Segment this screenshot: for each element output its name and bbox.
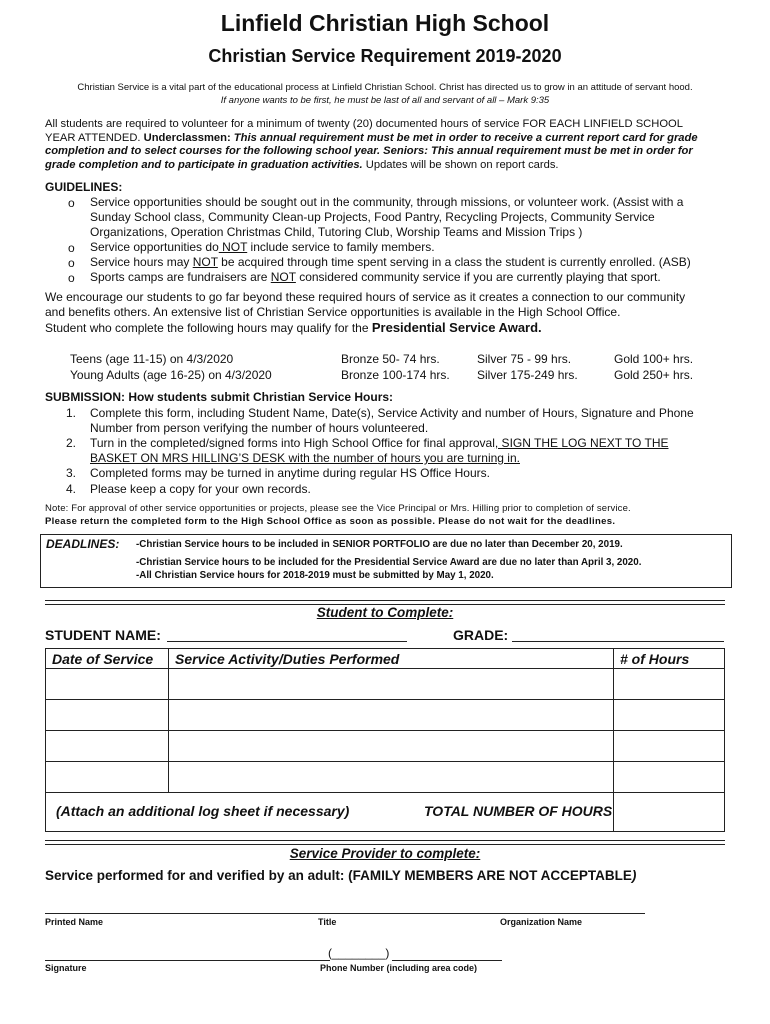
- requirement-line-3: completion and to select courses for the following school year. Seniors: This annual requirement must be met in order for: [45, 145, 693, 157]
- date-cell[interactable]: [46, 700, 169, 731]
- award-row-teens-silver: Silver 75 - 99 hrs.: [477, 352, 572, 366]
- seniors-rule: grade completion and to participate in graduation activities.: [45, 158, 363, 171]
- guideline-3-a: Service hours may: [90, 255, 193, 269]
- table-row: [46, 700, 725, 731]
- phone-area-code: (________): [328, 946, 390, 960]
- student-name-field[interactable]: [167, 641, 407, 642]
- requirement-paragraph: [45, 118, 745, 172]
- step-2-sign: , SIGN THE LOG NEXT TO THE: [494, 436, 669, 450]
- guideline-1-line-3: Organizations, Operation Christmas Child, Tutoring Club, Worship Teams and Mission Trips ): [90, 225, 583, 239]
- award-row-adults-silver: Silver 175-249 hrs.: [477, 368, 578, 382]
- step-4: Please keep a copy for your own records.: [90, 482, 311, 496]
- guideline-3-c: be acquired through time spent serving in a class the student is currently enrolled. (ASB): [217, 255, 691, 269]
- step-1-number: 1.: [66, 406, 77, 420]
- printed-name-label: Printed Name: [45, 917, 104, 927]
- award-row-adults-group: Young Adults (age 16-25) on 4/3/2020: [70, 368, 272, 382]
- date-cell[interactable]: [46, 731, 169, 762]
- requirement-line-4: [45, 159, 745, 173]
- hours-cell[interactable]: [614, 669, 725, 700]
- signature-label: Signature: [45, 963, 87, 973]
- hours-cell[interactable]: [614, 762, 725, 793]
- encourage-line-3: [45, 320, 745, 336]
- grade-field[interactable]: [512, 641, 724, 642]
- guideline-4-not: NOT: [270, 270, 296, 284]
- note-line-2: Please return the completed form to the High School Office as soon as possible. Please do not wait for the deadlines.: [45, 516, 616, 527]
- scripture-quote: If anyone wants to be first, he must be last of all and servant of all – Mark 9:35: [220, 95, 550, 106]
- col-date-header: Date of Service: [46, 649, 169, 669]
- guideline-4-a: Sports camps are fundraisers are: [90, 270, 271, 284]
- organization-label: Organization Name: [500, 917, 583, 927]
- award-row-adults-gold: Gold 250+ hrs.: [614, 368, 694, 382]
- grade-label: GRADE:: [453, 627, 509, 643]
- deadline-1: -Christian Service hours to be included in SENIOR PORTFOLIO are due no later than December 20, 2019.: [136, 539, 623, 550]
- guideline-1-line-1: Service opportunities should be sought out in the community, through missions, or volunteer work. (Assist with a: [90, 195, 684, 209]
- presidential-award: Presidential Service Award.: [371, 320, 542, 335]
- printed-name-field[interactable]: [45, 913, 645, 914]
- encourage-line-1: We encourage our students to go far beyond these required hours of service as it creates a connection to our community: [45, 290, 686, 304]
- provider-heading: Service Provider to complete:: [289, 846, 481, 861]
- updates-note: Updates will be shown on report cards.: [362, 158, 559, 171]
- encourage-line-2: and benefits others. An extensive list of Christian Service opportunities is available in the High School Office.: [45, 305, 621, 319]
- form-title: Christian Service Requirement 2019-2020: [208, 46, 562, 66]
- step-3-number: 3.: [66, 466, 77, 480]
- guideline-1-line-2: Sunday School class, Community Clean-up Projects, Food Pantry, Recycling Projects, Community Service: [90, 210, 655, 224]
- submission-heading: SUBMISSION: How students submit Christian Service Hours:: [45, 390, 394, 404]
- requirement-year: YEAR ATTENDED.: [45, 131, 144, 144]
- col-hours-header: # of Hours: [614, 649, 725, 669]
- underclassmen-rule: This annual requirement must be met in order to receive a current report card for grade: [233, 131, 698, 144]
- step-2-number: 2.: [66, 436, 77, 450]
- award-row-teens-gold: Gold 100+ hrs.: [614, 352, 694, 366]
- log-header-row: [46, 649, 725, 669]
- guideline-3-not: NOT: [192, 255, 218, 269]
- phone-field[interactable]: [392, 960, 502, 961]
- phone-label: Phone Number (including area code): [320, 963, 478, 973]
- bullet-2: o: [68, 241, 75, 255]
- guideline-2-not: NOT: [218, 240, 248, 254]
- step-3: Completed forms may be turned in anytime during regular HS Office Hours.: [90, 466, 490, 480]
- student-name-label: STUDENT NAME:: [45, 627, 161, 643]
- step-2-line-2: BASKET ON MRS HILLING’S DESK with the number of hours you are turning in.: [90, 451, 520, 465]
- award-row-teens-group: Teens (age 11-15) on 4/3/2020: [70, 352, 234, 366]
- deadline-3: -All Christian Service hours for 2018-2019 must be submitted by May 1, 2020.: [136, 570, 494, 581]
- encourage-paragraph: [45, 290, 745, 336]
- guidelines-heading: GUIDELINES:: [45, 180, 123, 194]
- step-4-number: 4.: [66, 482, 77, 496]
- step-1-line-1: Complete this form, including Student Name, Date(s), Service Activity and number of Hours, Signature and Phone: [90, 406, 694, 420]
- table-row: [46, 731, 725, 762]
- deadline-2: -Christian Service hours to be included for the Presidential Service Award are due no later than April 3, 2020.: [136, 557, 642, 568]
- activity-cell[interactable]: [169, 669, 614, 700]
- total-hours-cell[interactable]: [614, 793, 725, 832]
- hours-cell[interactable]: [614, 700, 725, 731]
- guideline-4: [90, 270, 730, 285]
- award-row-teens-bronze: Bronze 50- 74 hrs.: [341, 352, 440, 366]
- date-cell[interactable]: [46, 669, 169, 700]
- hours-cell[interactable]: [614, 731, 725, 762]
- requirement-line-1: All students are required to volunteer for a minimum of twenty (20) documented hours of service FOR EACH LINFIELD SCHOOL: [45, 118, 683, 130]
- attach-note: (Attach an additional log sheet if necessary): [56, 803, 350, 819]
- section-divider-provider: [45, 840, 725, 845]
- step-1: [90, 406, 730, 436]
- intro-text: Christian Service is a vital part of the educational process at Linfield Christian School. Christ has directed us to grow in an attitude of servant hood.: [77, 82, 693, 93]
- school-name: Linfield Christian High School: [220, 10, 550, 36]
- step-2-text: Turn in the completed/signed forms into High School Office for final approval: [90, 436, 495, 450]
- guideline-2-c: include service to family members.: [247, 240, 435, 254]
- guideline-2-a: Service opportunities do: [90, 240, 219, 254]
- total-hours-label: TOTAL NUMBER OF HOURS: [424, 803, 613, 819]
- bullet-4: o: [68, 271, 75, 285]
- student-heading: Student to Complete:: [316, 605, 454, 620]
- guideline-2: [90, 240, 730, 255]
- date-cell[interactable]: [46, 762, 169, 793]
- step-2: [90, 436, 730, 466]
- requirement-line-2: [45, 132, 745, 146]
- service-log-table: [45, 648, 725, 832]
- total-row: [46, 793, 725, 832]
- activity-cell[interactable]: [169, 700, 614, 731]
- total-label-cell: [46, 793, 614, 832]
- guideline-1: [90, 195, 730, 240]
- verified-paren: ): [631, 868, 637, 883]
- signature-field[interactable]: [45, 960, 330, 961]
- verified-text: Service performed for and verified by an adult: (FAMILY MEMBERS ARE NOT ACCEPTABLE: [45, 868, 632, 883]
- bullet-3: o: [68, 256, 75, 270]
- step-1-line-2: Number from person verifying the number of hours volunteered.: [90, 421, 429, 435]
- note-line-1: Note: For approval of other service opportunities or projects, please see the Vice Principal or Mrs. Hilling prior to completion of service.: [45, 503, 631, 514]
- award-row-adults-bronze: Bronze 100-174 hrs.: [341, 368, 450, 382]
- deadlines-label: DEADLINES:: [46, 537, 120, 551]
- guideline-4-c: considered community service if you are currently playing that sport.: [295, 270, 661, 284]
- verified-statement: [45, 868, 636, 883]
- table-row: [46, 762, 725, 793]
- table-row: [46, 669, 725, 700]
- guideline-3: [90, 255, 730, 270]
- title-label: Title: [318, 917, 337, 927]
- col-activity-header: Service Activity/Duties Performed: [169, 649, 614, 669]
- bullet-1: o: [68, 196, 75, 210]
- underclassmen-label: Underclassmen:: [143, 131, 234, 144]
- encourage-line-3-text: Student who complete the following hours may qualify for the: [45, 321, 372, 335]
- activity-cell[interactable]: [169, 731, 614, 762]
- activity-cell[interactable]: [169, 762, 614, 793]
